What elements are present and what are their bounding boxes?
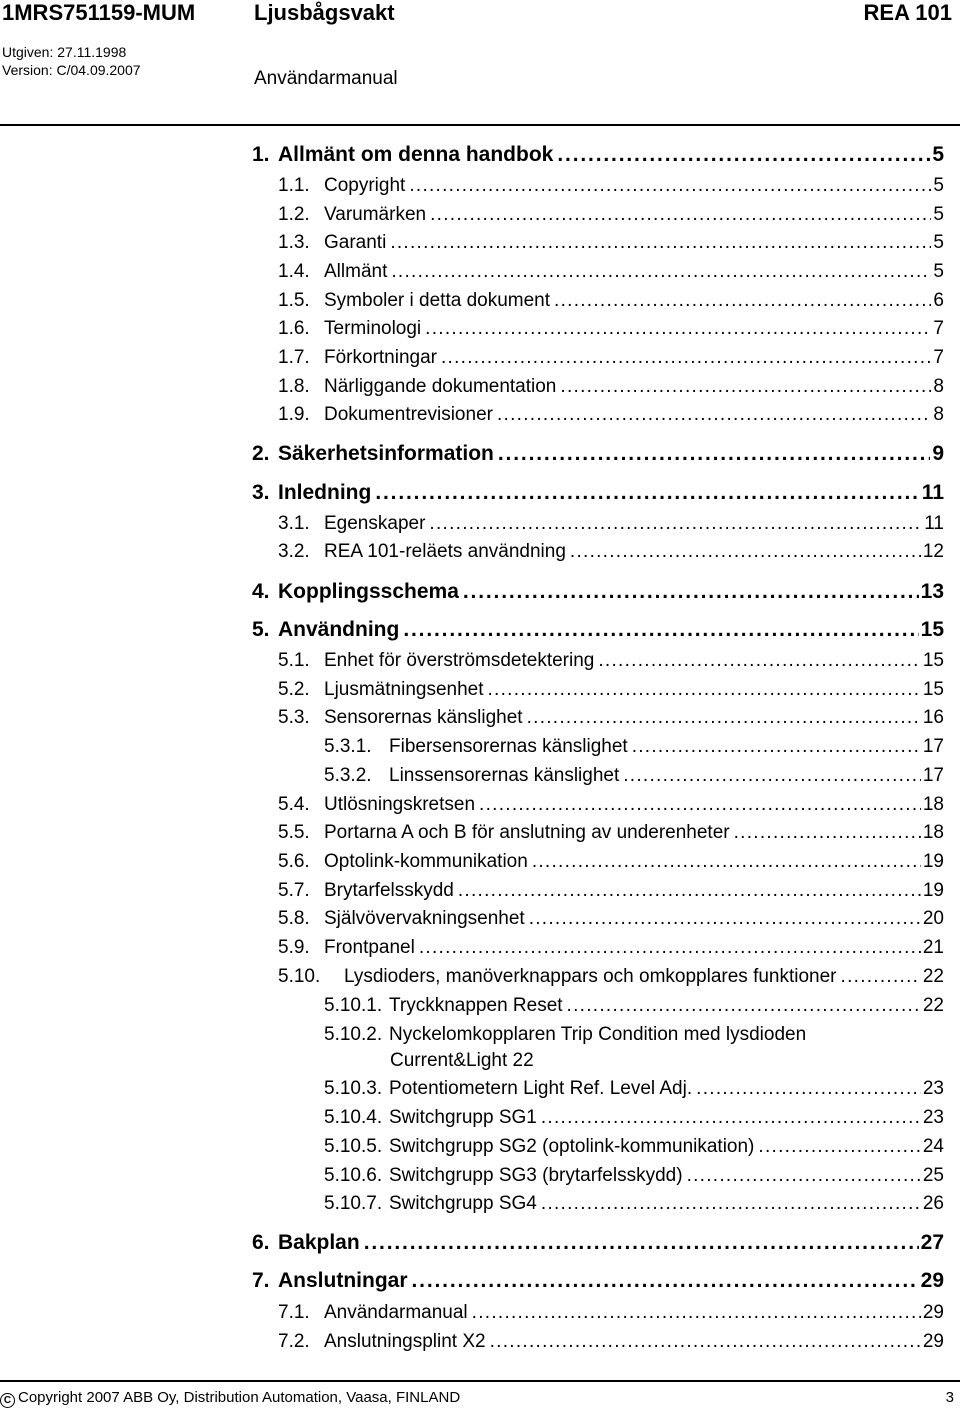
toc-leader-dots	[758, 1136, 920, 1158]
toc-entry[interactable]	[324, 1165, 944, 1187]
toc-entry-title: Förkortningar	[324, 347, 437, 368]
toc-leader-dots	[375, 481, 919, 505]
toc-leader-dots	[391, 261, 931, 283]
toc-entry-title: Inledning	[278, 481, 372, 504]
toc-entry-number: 5.10.3.	[324, 1078, 383, 1099]
toc-entry-page: 29	[920, 1269, 944, 1292]
toc-leader-dots	[570, 541, 921, 563]
toc-entry[interactable]	[278, 1302, 944, 1324]
toc-entry-title: Linssensorernas känslighet	[389, 765, 620, 786]
toc-leader-dots	[687, 1165, 921, 1187]
toc-leader-dots	[430, 204, 931, 226]
toc-entry-number: 7.2.	[278, 1331, 310, 1352]
toc-entry-page: 18	[922, 794, 944, 815]
toc-entry-title: Frontpanel	[324, 937, 415, 958]
toc-entry-number: 5.10.	[278, 966, 321, 987]
toc-entry-page: 8	[933, 404, 944, 425]
toc-entry-page: 13	[920, 580, 944, 603]
toc-entry-number: 1.3.	[278, 232, 310, 253]
toc-entry-title: Terminologi	[324, 318, 422, 339]
toc-entry[interactable]	[252, 580, 944, 604]
toc-entry-number: 5.3.1.	[324, 736, 372, 757]
toc-leader-dots	[527, 707, 921, 729]
toc-entry-continuation: Current&Light 22	[390, 1050, 534, 1071]
toc-entry[interactable]	[278, 851, 944, 873]
toc-leader-dots	[490, 1331, 921, 1353]
toc-leader-dots	[696, 1078, 921, 1100]
toc-entry[interactable]	[324, 1078, 944, 1100]
toc-entry-title: Bakplan	[278, 1231, 360, 1254]
toc-entry[interactable]	[278, 908, 944, 930]
toc-entry[interactable]	[278, 175, 944, 197]
toc-leader-dots	[623, 765, 921, 787]
toc-leader-dots	[554, 290, 931, 312]
toc-entry-number: 5.8.	[278, 908, 310, 929]
toc-entry[interactable]	[278, 794, 944, 816]
toc-entry[interactable]	[324, 1107, 944, 1129]
toc-entry-number: 7.	[252, 1269, 270, 1292]
toc-entry-title: Lysdioders, manöverknappars och omkopplares funktioner	[344, 966, 837, 987]
toc-entry-number: 5.10.7.	[324, 1193, 383, 1214]
toc-entry-title: Copyright	[324, 175, 406, 196]
toc-entry-page: 27	[920, 1231, 944, 1254]
toc-leader-dots	[441, 347, 931, 369]
toc-entry-number: 5.10.5.	[324, 1136, 383, 1157]
toc-entry-page: 18	[922, 822, 944, 843]
toc-entry-title: Självövervakningsenhet	[324, 908, 525, 929]
toc-leader-dots	[734, 822, 921, 844]
toc-entry-number: 3.1.	[278, 513, 310, 534]
toc-entry-page: 8	[933, 376, 944, 397]
toc-entry[interactable]	[278, 937, 944, 959]
toc-entry-title: Egenskaper	[324, 513, 426, 534]
toc-entry-page: 5	[933, 261, 944, 282]
toc-leader-dots	[529, 908, 921, 930]
toc-entry[interactable]	[278, 966, 944, 988]
document-title: Ljusbågsvakt	[254, 0, 395, 25]
toc-entry-title: Nyckelomkopplaren Trip Condition med lysdioden	[389, 1024, 807, 1045]
toc-entry-number: 6.	[252, 1231, 270, 1254]
toc-leader-dots	[463, 580, 919, 604]
toc-leader-dots	[390, 232, 931, 254]
toc-entry[interactable]	[278, 318, 944, 340]
toc-leader-dots	[632, 736, 921, 758]
toc-entry-page: 26	[922, 1193, 944, 1214]
toc-entry-number: 1.	[252, 143, 270, 166]
issued-date: Utgiven: 27.11.1998	[2, 44, 127, 60]
toc-entry-page: 5	[932, 143, 944, 166]
copyright-text: Copyright 2007 ABB Oy, Distribution Automation, Vaasa, FINLAND	[18, 1389, 461, 1406]
document-subtitle: Användarmanual	[254, 68, 398, 89]
toc-entry-page: 5	[933, 204, 944, 225]
toc-leader-dots	[498, 442, 930, 466]
toc-entry-page: 29	[922, 1302, 944, 1323]
toc-entry-number: 1.9.	[278, 404, 310, 425]
toc-leader-dots	[419, 937, 921, 959]
toc-entry-number: 1.2.	[278, 204, 310, 225]
toc-entry-page: 11	[921, 481, 944, 504]
toc-entry-page: 19	[922, 880, 944, 901]
toc-entry-page: 22	[922, 966, 944, 987]
toc-entry-title: Tryckknappen Reset	[389, 995, 563, 1016]
toc-entry-number: 5.7.	[278, 880, 310, 901]
product-name: REA 101	[863, 0, 952, 25]
toc-entry-title: Utlösningskretsen	[324, 794, 476, 815]
toc-entry-page: 29	[922, 1331, 944, 1352]
toc-entry-number: 5.	[252, 618, 270, 641]
toc-entry-title: Allmänt om denna handbok	[278, 143, 554, 166]
toc-entry-number: 5.10.6.	[324, 1165, 383, 1186]
toc-entry-number: 1.4.	[278, 261, 310, 282]
toc-entry-title: Kopplingsschema	[278, 580, 459, 603]
toc-leader-dots	[541, 1193, 921, 1215]
toc-entry-title: Dokumentrevisioner	[324, 404, 493, 425]
toc-entry-number: 1.1.	[278, 175, 310, 196]
toc-entry[interactable]	[278, 1331, 944, 1353]
toc-entry[interactable]	[278, 232, 944, 254]
toc-entry[interactable]	[278, 707, 944, 729]
toc-entry-title: Sensorernas känslighet	[324, 707, 523, 728]
toc-entry-page: 21	[922, 937, 944, 958]
toc-leader-dots	[479, 794, 921, 816]
toc-leader-dots	[412, 1269, 919, 1293]
toc-entry[interactable]	[324, 765, 944, 787]
toc-entry-number: 1.7.	[278, 347, 310, 368]
toc-entry-page: 24	[922, 1136, 944, 1157]
toc-entry-title: Användning	[278, 618, 400, 641]
toc-entry[interactable]	[278, 650, 944, 672]
toc-leader-dots	[598, 650, 921, 672]
toc-entry-page: 23	[922, 1107, 944, 1128]
toc-entry[interactable]	[324, 1193, 944, 1215]
toc-entry-number: 7.1.	[278, 1302, 310, 1323]
toc-entry[interactable]	[278, 204, 944, 226]
toc-entry-number: 5.4.	[278, 794, 310, 815]
toc-leader-dots	[425, 318, 931, 340]
toc-entry-title: Brytarfelsskydd	[324, 880, 454, 901]
toc-entry-title: Fibersensorernas känslighet	[389, 736, 628, 757]
toc-entry-title: Switchgrupp SG1	[389, 1107, 537, 1128]
toc-entry[interactable]	[278, 376, 944, 398]
toc-entry[interactable]	[278, 261, 944, 283]
toc-leader-dots	[409, 175, 931, 197]
toc-entry[interactable]	[252, 442, 944, 466]
toc-entry-title: Ljusmätningsenhet	[324, 679, 484, 700]
toc-leader-dots	[488, 679, 921, 701]
toc-entry-page: 15	[920, 618, 944, 641]
footer-divider	[0, 1380, 960, 1382]
toc-entry-number: 5.5.	[278, 822, 310, 843]
toc-leader-dots	[557, 143, 930, 167]
toc-entry-number: 5.2.	[278, 679, 310, 700]
toc-leader-dots	[403, 618, 918, 642]
toc-entry[interactable]	[278, 880, 944, 902]
toc-entry-title: Varumärken	[324, 204, 427, 225]
toc-entry[interactable]	[278, 404, 944, 426]
toc-entry-number: 3.2.	[278, 541, 310, 562]
toc-entry-number: 1.5.	[278, 290, 310, 311]
toc-entry-title: Enhet för överströmsdetektering	[324, 650, 595, 671]
toc-leader-dots	[541, 1107, 921, 1129]
toc-entry-title: Garanti	[324, 232, 387, 253]
toc-leader-dots	[472, 1302, 921, 1324]
toc-entry-title: REA 101-reläets användning	[324, 541, 566, 562]
toc-entry-page: 5	[933, 232, 944, 253]
toc-entry-title: Närliggande dokumentation	[324, 376, 557, 397]
toc-entry-title: Potentiometern Light Ref. Level Adj.	[389, 1078, 693, 1099]
toc-entry-number: 3.	[252, 481, 270, 504]
toc-entry-number: 2.	[252, 442, 270, 465]
toc-entry-number: 5.6.	[278, 851, 310, 872]
toc-entry-title: Anslutningar	[278, 1269, 408, 1292]
toc-leader-dots	[560, 376, 931, 398]
toc-entry[interactable]	[278, 347, 944, 369]
toc-entry-title: Switchgrupp SG4	[389, 1193, 537, 1214]
toc-entry[interactable]	[278, 513, 944, 535]
page-number: 3	[945, 1389, 954, 1406]
toc-entry-number: 5.10.2.	[324, 1024, 383, 1045]
toc-entry-page: 15	[922, 679, 944, 700]
toc-entry[interactable]	[324, 995, 944, 1017]
toc-entry-page: 5	[933, 175, 944, 196]
toc-entry-title: Symboler i detta dokument	[324, 290, 551, 311]
toc-entry-title: Optolink-kommunikation	[324, 851, 528, 872]
toc-entry-number: 1.8.	[278, 376, 310, 397]
toc-entry-page: 6	[933, 290, 944, 311]
toc-entry[interactable]	[324, 1136, 944, 1158]
toc-entry[interactable]	[324, 736, 944, 758]
toc-entry[interactable]	[252, 481, 944, 505]
toc-entry[interactable]	[278, 290, 944, 312]
toc-entry-number: 5.3.	[278, 707, 310, 728]
toc-entry-page: 19	[922, 851, 944, 872]
toc-leader-dots	[841, 966, 921, 988]
toc-entry-page: 11	[924, 513, 944, 534]
toc-entry-title: Allmänt	[324, 261, 388, 282]
toc-entry-page: 7	[933, 318, 944, 339]
version-info: Version: C/04.09.2007	[2, 62, 141, 78]
toc-leader-dots	[429, 513, 922, 535]
toc-leader-dots	[532, 851, 921, 873]
toc-entry[interactable]	[252, 618, 944, 642]
toc-leader-dots	[567, 995, 921, 1017]
toc-entry-number: 5.10.1.	[324, 995, 383, 1016]
toc-entry[interactable]	[278, 822, 944, 844]
toc-entry[interactable]	[324, 1024, 810, 1046]
toc-entry[interactable]	[252, 1269, 944, 1293]
toc-entry[interactable]	[278, 679, 944, 701]
toc-entry[interactable]	[252, 1231, 944, 1255]
toc-entry-page: 9	[932, 442, 944, 465]
toc-entry-number: 5.9.	[278, 937, 310, 958]
toc-entry-page: 17	[922, 736, 944, 757]
toc-entry-page: 20	[922, 908, 944, 929]
footer-copyright	[0, 1389, 460, 1408]
toc-entry-page: 17	[922, 765, 944, 786]
toc-entry-number: 1.6.	[278, 318, 310, 339]
toc-entry-page: 16	[922, 707, 944, 728]
toc-entry-number: 5.10.4.	[324, 1107, 383, 1128]
toc-leader-dots	[364, 1231, 919, 1255]
toc-entry-page: 7	[933, 347, 944, 368]
toc-entry-title: Switchgrupp SG2 (optolink-kommunikation)	[389, 1136, 755, 1157]
toc-entry-page: 23	[922, 1078, 944, 1099]
toc-entry-page: 25	[922, 1165, 944, 1186]
toc-entry-number: 4.	[252, 580, 270, 603]
toc-entry-title: Switchgrupp SG3 (brytarfelsskydd)	[389, 1165, 683, 1186]
toc-entry-page: 12	[922, 541, 944, 562]
toc-leader-dots	[458, 880, 921, 902]
toc-entry-page: 15	[922, 650, 944, 671]
document-id: 1MRS751159-MUM	[2, 0, 196, 25]
toc-entry-title: Anslutningsplint X2	[324, 1331, 486, 1352]
copyright-icon: C	[0, 1393, 15, 1408]
toc-entry-page: 22	[922, 995, 944, 1016]
toc-entry-title: Användarmanual	[324, 1302, 468, 1323]
toc-entry[interactable]	[278, 541, 944, 563]
toc-entry-title: Portarna A och B för anslutning av underenheter	[324, 822, 730, 843]
toc-entry-number: 5.3.2.	[324, 765, 372, 786]
toc-entry-title: Säkerhetsinformation	[278, 442, 494, 465]
toc-entry-number: 5.1.	[278, 650, 310, 671]
toc-entry[interactable]	[252, 143, 944, 167]
toc-leader-dots	[497, 404, 931, 426]
